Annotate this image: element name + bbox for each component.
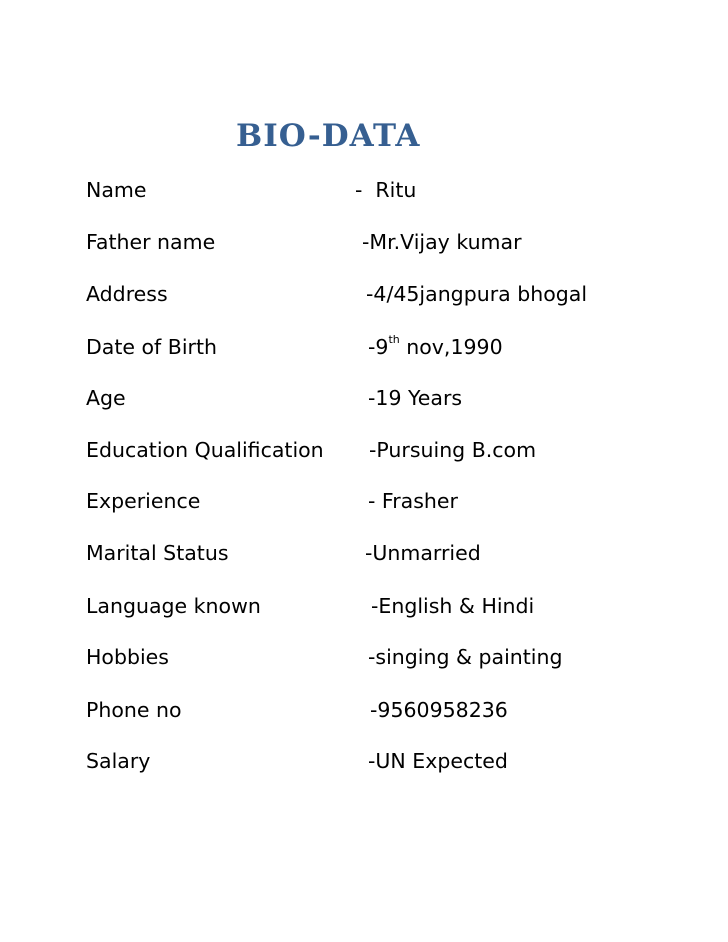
field-label-education: Education Qualification [86,438,324,462]
field-row-language [0,590,728,622]
field-label-name: Name [86,178,147,202]
field-value-father-name: -Mr.Vijay kumar [362,230,522,254]
field-label-experience: Experience [86,489,201,513]
field-label-hobbies: Hobbies [86,645,169,669]
field-value-marital-status: -Unmarried [365,541,481,565]
field-value-salary: -UN Expected [368,749,508,773]
field-value-education: -Pursuing B.com [369,438,537,462]
field-value-date-of-birth [368,331,503,363]
field-label-marital-status: Marital Status [86,541,229,565]
field-value-phone: -9560958236 [370,698,508,722]
dob-ordinal-superscript: th [388,333,400,346]
field-label-salary: Salary [86,749,151,773]
field-label-father-name: Father name [86,230,216,254]
field-row-date-of-birth [0,331,728,363]
field-row-hobbies [0,641,728,673]
field-row-name [0,174,728,206]
field-label-address: Address [86,282,168,306]
field-label-age: Age [86,386,126,410]
field-row-marital-status [0,537,728,569]
field-row-address [0,278,728,310]
field-value-name: - Ritu [355,178,417,202]
field-row-salary [0,745,728,777]
field-value-language: -English & Hindi [371,594,535,618]
field-value-experience: - Frasher [368,489,458,513]
document-title: BIO-DATA [236,118,421,154]
field-value-hobbies: -singing & painting [368,645,563,669]
field-value-address: -4/45jangpura bhogal [366,282,588,306]
field-row-phone [0,694,728,726]
field-row-father-name [0,226,728,258]
field-row-experience [0,485,728,517]
field-value-age: -19 Years [368,386,463,410]
dob-day: -9 [368,335,389,359]
field-label-date-of-birth: Date of Birth [86,335,218,359]
field-label-phone: Phone no [86,698,182,722]
field-row-education [0,434,728,466]
field-row-age [0,382,728,414]
dob-month-year: nov,1990 [399,335,503,359]
field-label-language: Language known [86,594,261,618]
